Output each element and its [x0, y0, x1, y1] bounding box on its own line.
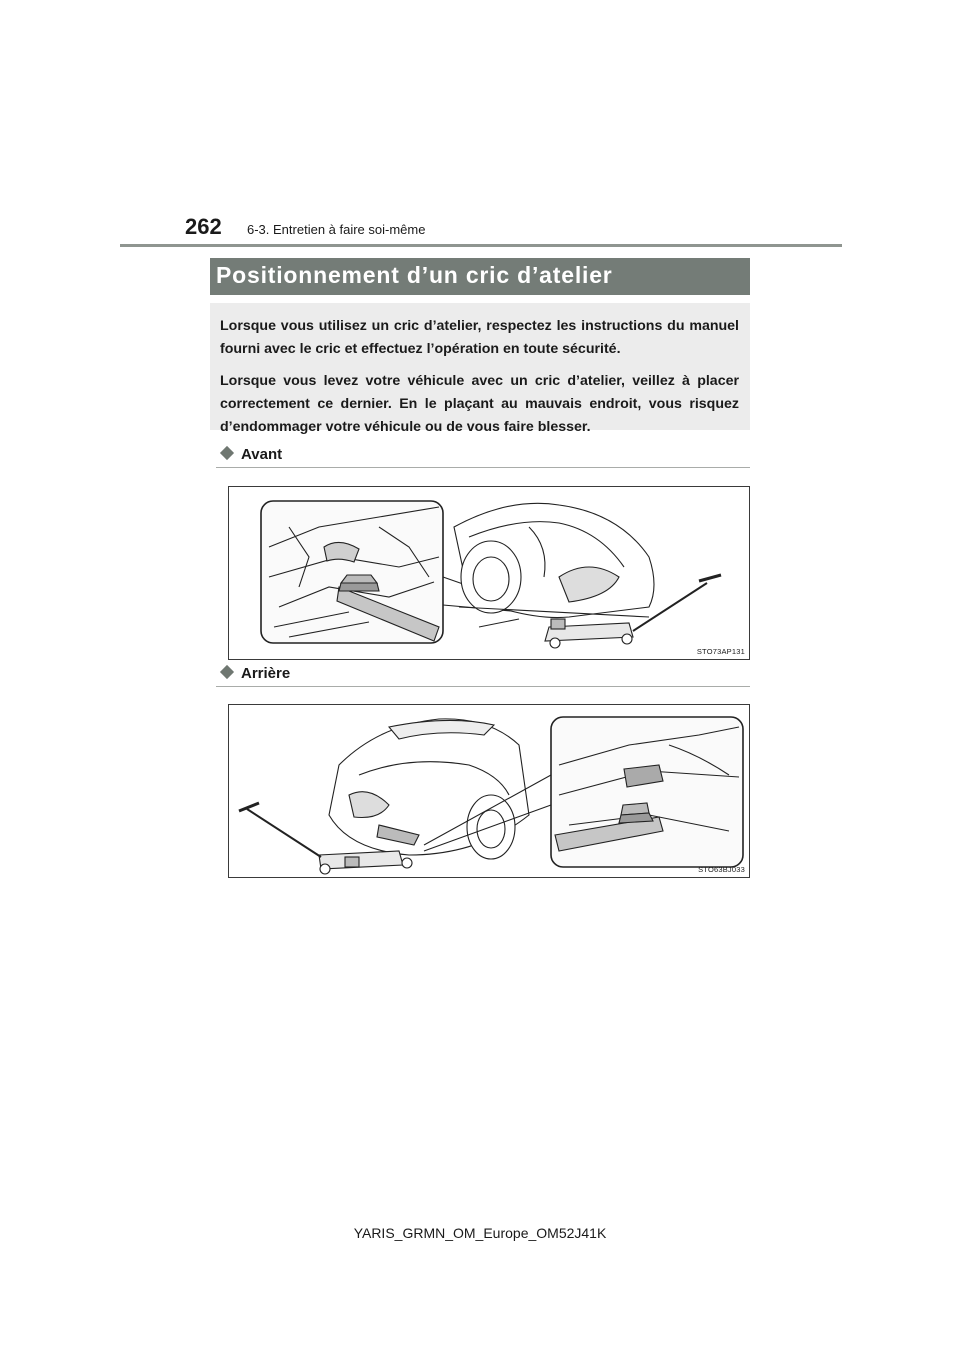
- figure-code-rear: STO63BJ033: [698, 865, 745, 874]
- section-heading-rear-label: Arrière: [241, 665, 291, 682]
- section-divider-front: [216, 467, 750, 468]
- page-title: Positionnement d’un cric d’atelier: [216, 262, 613, 288]
- section-divider-rear: [216, 686, 750, 687]
- section-heading-front: [222, 446, 282, 463]
- intro-box: [210, 303, 750, 435]
- header-divider: [120, 244, 842, 247]
- chapter-title: 6-3. Entretien à faire soi-même: [247, 222, 426, 237]
- page-number: 262: [185, 214, 222, 239]
- section-heading-front-label: Avant: [241, 446, 283, 463]
- diamond-bullet-icon: [220, 665, 234, 679]
- figure-rear-jack-point: [228, 704, 750, 878]
- section-heading-rear: [222, 665, 290, 682]
- rear-jack-illustration: [229, 705, 750, 878]
- front-jack-illustration: [229, 487, 750, 660]
- intro-paragraph-2: Lorsque vous levez votre véhicule avec un cric d’atelier, veillez à placer correctement ce dernier. En le plaçant au mauvais endroit, vous risquez d’endommager votre véhicule ou de vous faire blesser.: [220, 373, 739, 435]
- diamond-bullet-icon: [220, 446, 234, 460]
- section-title-bar: [210, 258, 750, 295]
- intro-paragraph-1: Lorsque vous utilisez un cric d’atelier, respectez les instructions du manuel fourni avec le cric et effectuez l’opération en toute sécurité.: [220, 318, 739, 357]
- figure-code-front: STO73AP131: [696, 647, 745, 656]
- document-footer: YARIS_GRMN_OM_Europe_OM52J41K: [353, 1225, 607, 1241]
- figure-front-jack-point: [228, 486, 750, 660]
